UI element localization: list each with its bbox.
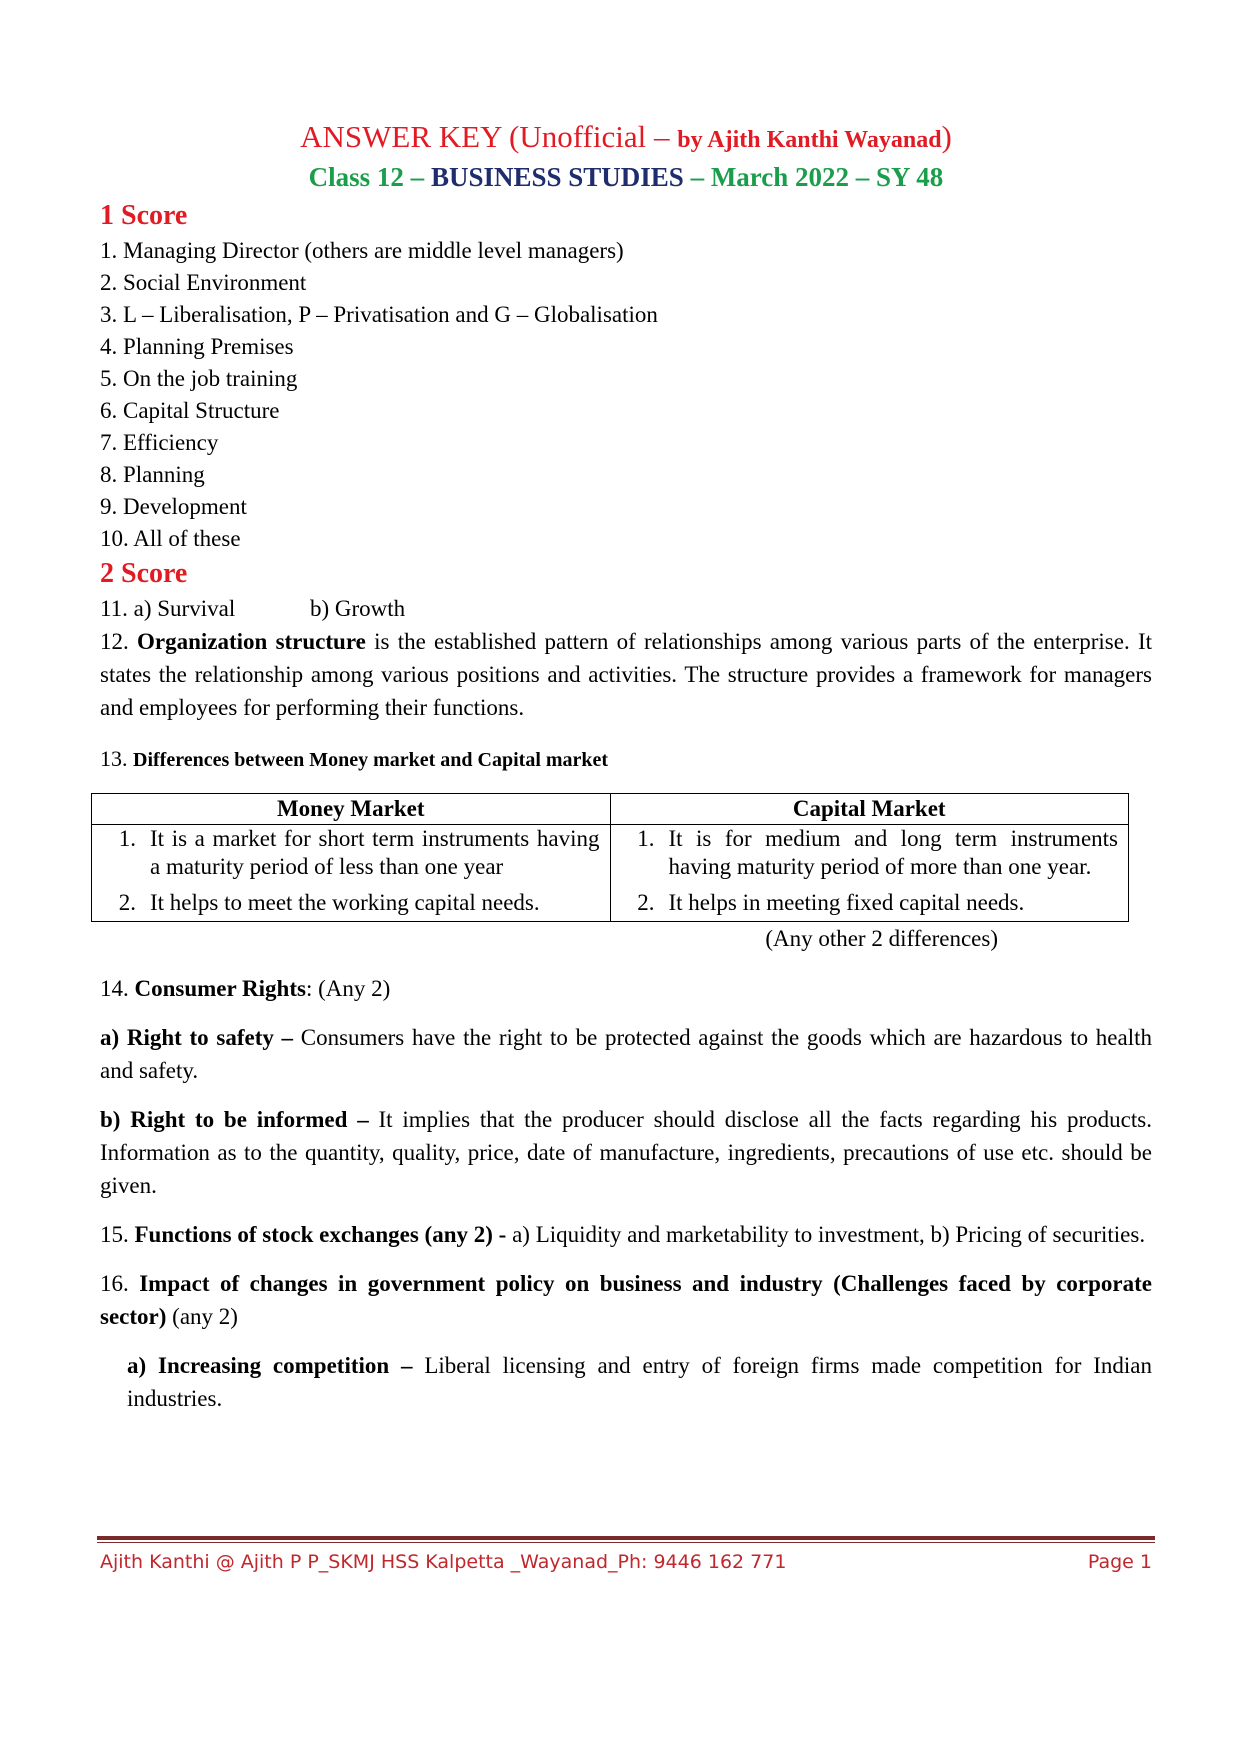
answer-13-number: 13. [100,746,133,771]
footer-author: Ajith Kanthi @ Ajith P P_SKMJ HSS Kalpetta _Wayanad_Ph: 9446 162 771 [100,1551,787,1573]
any-other-differences-note: (Any other 2 differences) [765,926,998,951]
answer-14 [100,972,1152,1005]
answer-1: 1. Managing Director (others are middle level managers) [100,238,624,263]
answer-2: 2. Social Environment [100,270,307,295]
answer-15-number: 15. [100,1222,135,1247]
answer-16-term: Impact of changes in government policy on business and industry (Challenges faced by corporate sector) [100,1271,1152,1329]
increasing-competition-heading: a) Increasing competition – [127,1353,413,1378]
point-number: 1. [637,826,655,851]
answer-11-b: b) Growth [310,596,406,621]
money-market-point-2: It helps to meet the working capital needs. [150,890,540,915]
point-number: 1. [118,826,136,851]
right-to-safety-heading: a) Right to safety – [100,1025,294,1050]
footer-rule-thick [97,1536,1155,1540]
right-to-be-informed-text: It implies that the producer should disclose all the facts regarding his products. Information as to the quantity, quality, price, date of manufacture, ingredients, precautions of use etc. should be given. [100,1107,1152,1198]
answer-11-a: 11. a) Survival [100,596,236,621]
one-score-answers [100,235,1152,555]
answer-12 [100,625,1152,724]
answer-16-number: 16. [100,1271,140,1296]
right-to-be-informed-heading: b) Right to be informed – [100,1107,369,1132]
answer-12-term: Organization structure [137,629,366,654]
answer-15-term: Functions of stock exchanges (any 2) - [134,1222,507,1247]
answer-16-a [100,1349,1152,1415]
subtitle-exam: – March 2022 – SY 48 [683,162,944,192]
answer-13-heading [100,744,1152,775]
money-market-point-1: It is a market for short term instruments having a maturity period of less than one year [150,826,600,879]
answer-14-a [100,1021,1152,1087]
answer-16-suffix: (any 2) [166,1304,238,1329]
answer-3: 3. L – Liberalisation, P – Privatisation and G – Globalisation [100,302,658,327]
answer-13-title: Differences between Money market and Capital market [133,749,609,771]
title-close: ) [941,119,952,154]
answer-16 [100,1267,1152,1333]
answer-14-b [100,1103,1152,1202]
answer-4: 4. Planning Premises [100,334,294,359]
answer-key-page [100,118,1152,1415]
answer-11 [100,593,1152,625]
answer-14-term: Consumer Rights [134,976,306,1001]
answer-14-number: 14. [100,976,135,1001]
capital-market-point-1: It is for medium and long term instruments having maturity period of more than one year. [668,826,1118,879]
answer-10: 10. All of these [100,526,241,551]
point-number: 2. [118,890,136,915]
title-main: ANSWER KEY (Unofficial – [300,119,678,154]
differences-table [91,793,1129,922]
subtitle-class: Class 12 – [308,162,431,192]
footer-rule-thin [97,1542,1155,1543]
capital-market-point-2: It helps in meeting fixed capital needs. [668,890,1025,915]
answer-6: 6. Capital Structure [100,398,280,423]
table-header-capital-market: Capital Market [610,794,1129,825]
answer-14-suffix: : (Any 2) [305,976,391,1001]
capital-market-cell [610,825,1129,922]
answer-9: 9. Development [100,494,247,519]
answer-15 [100,1218,1152,1251]
title-author: by Ajith Kanthi Wayanad [677,127,942,153]
answer-5: 5. On the job training [100,366,298,391]
section-heading-1-score: 1 Score [100,200,188,231]
table-row [92,825,1129,922]
answer-8: 8. Planning [100,462,205,487]
point-number: 2. [637,890,655,915]
document-title [100,118,1152,159]
answer-12-text: is the established pattern of relationships among various parts of the enterprise. It states the relationship among various positions and activities. The structure provides a framework for managers and employees for performing their functions. [100,629,1152,720]
increasing-competition-text: Liberal licensing and entry of foreign firms made competition for Indian industries. [127,1353,1152,1411]
right-to-safety-text: Consumers have the right to be protected against the goods which are hazardous to health and safety. [100,1025,1152,1083]
answer-15-text: a) Liquidity and marketability to investment, b) Pricing of securities. [506,1222,1146,1247]
subtitle-subject: BUSINESS STUDIES [430,162,684,192]
money-market-cell [92,825,611,922]
answer-7: 7. Efficiency [100,430,219,455]
page-footer [100,1548,1152,1576]
footer-page-number: Page 1 [1087,1551,1152,1573]
table-header-money-market: Money Market [92,794,611,825]
answer-12-number: 12. [100,629,137,654]
section-heading-2-score: 2 Score [100,558,188,589]
document-subtitle [100,159,1152,195]
